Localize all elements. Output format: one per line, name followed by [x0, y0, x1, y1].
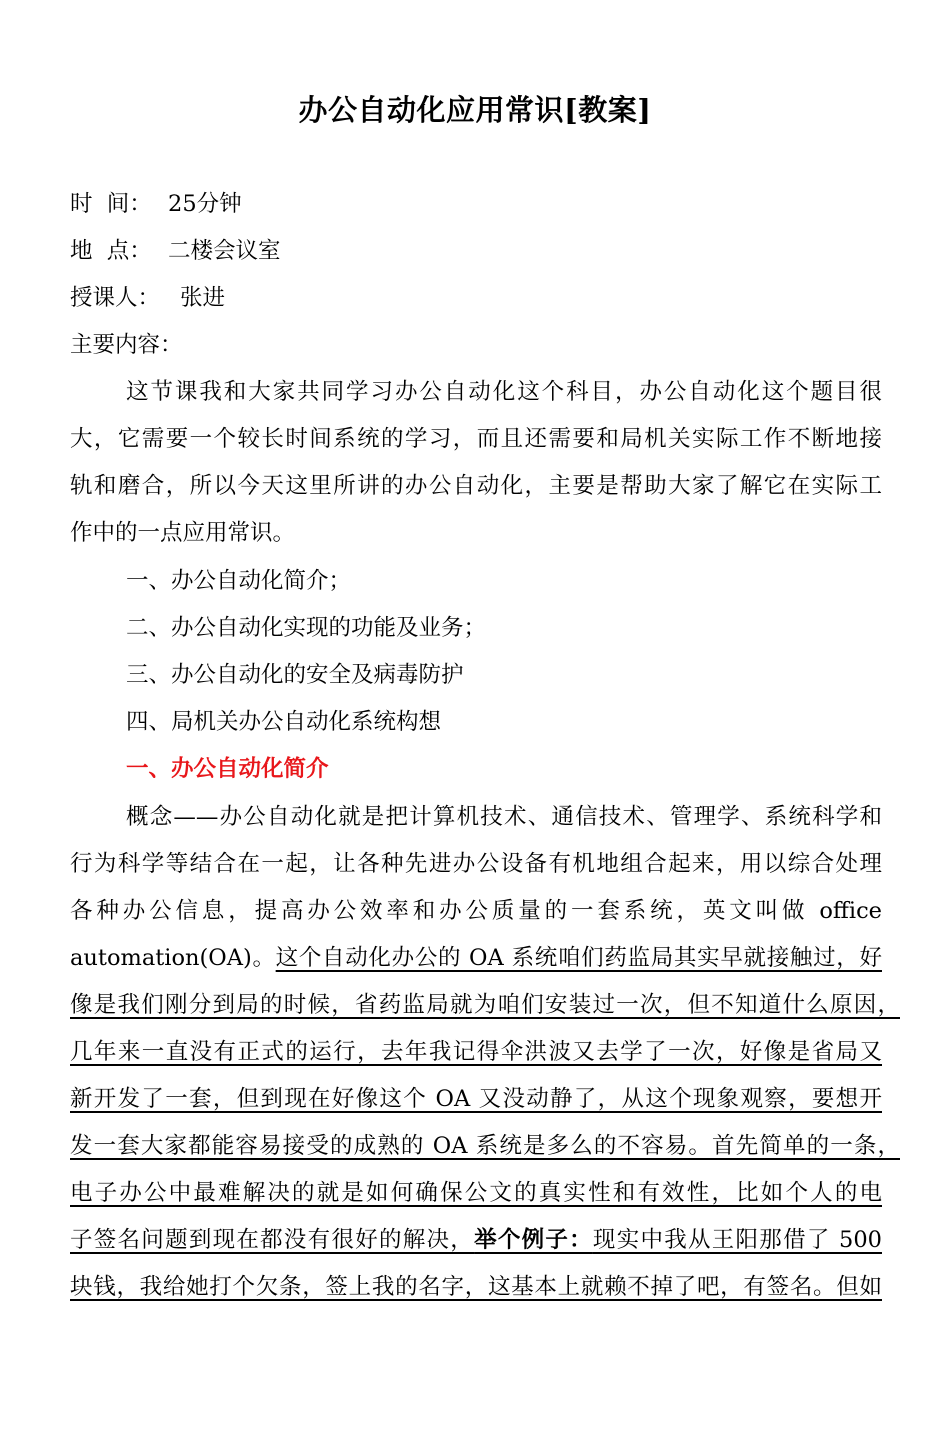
body-text: 子签名问题到现在都没有很好的解决， — [70, 1227, 475, 1253]
meta-time — [70, 186, 242, 222]
document-title: 办公自动化应用常识[教案] — [298, 93, 652, 127]
body-line: 行为科学等结合在一起，让各种先进办公设备有机地组合起来，用以综合处理 — [70, 851, 882, 877]
section-heading: 一、办公自动化简介 — [126, 756, 329, 782]
content-label: 主要内容： — [70, 332, 183, 358]
intro-line: 作中的一点应用常识。 — [70, 520, 296, 546]
outline-item: 四、局机关办公自动化系统构想 — [126, 709, 442, 735]
intro-line: 这节课我和大家共同学习办公自动化这个科目，办公自动化这个题目很 — [126, 379, 882, 405]
body-line-underlined — [70, 1222, 882, 1258]
body-line-underlined: 块钱，我给她打个欠条，签上我的名字，这基本上就赖不掉了吧，有签名。但如 — [70, 1274, 882, 1300]
body-text-bold: 举个例子： — [474, 1227, 593, 1253]
body-line-underlined: 新开发了一套，但到现在好像这个 OA 又没动静了，从这个现象观察，要想开 — [70, 1086, 882, 1112]
place-label: 地 点： — [70, 238, 152, 264]
teacher-value: 张进 — [180, 285, 226, 311]
body-line-underlined: 几年来一直没有正式的运行，去年我记得伞洪波又去学了一次，好像是省局又 — [70, 1039, 882, 1065]
body-line — [70, 940, 882, 976]
meta-teacher — [70, 280, 225, 316]
teacher-label: 授课人： — [70, 285, 161, 311]
body-line: 概念——办公自动化就是把计算机技术、通信技术、管理学、系统科学和 — [126, 804, 882, 830]
outline-item: 二、办公自动化实现的功能及业务； — [126, 615, 487, 641]
outline-item: 一、办公自动化简介； — [126, 568, 352, 594]
intro-line: 大，它需要一个较长时间系统的学习，而且还需要和局机关实际工作不断地接 — [70, 426, 882, 452]
place-value: 二楼会议室 — [168, 238, 281, 264]
body-text-underlined: 这个自动化办公的 OA 系统咱们药监局其实早就接触过，好 — [275, 945, 882, 971]
intro-line: 轨和磨合，所以今天这里所讲的办公自动化，主要是帮助大家了解它在实际工 — [70, 473, 882, 499]
body-line-underlined: 发一套大家都能容易接受的成熟的 OA 系统是多么的不容易。首先简单的一条， — [70, 1133, 900, 1159]
meta-place — [70, 233, 281, 269]
time-value: 25分钟 — [168, 191, 242, 217]
body-line: 各种办公信息，提高办公效率和办公质量的一套系统，英文叫做 office — [70, 898, 882, 924]
body-text-plain: automation(OA)。 — [70, 945, 276, 971]
time-label: 时 间： — [70, 191, 152, 217]
body-text: 现实中我从王阳那借了 500 — [592, 1227, 882, 1253]
body-line-underlined: 电子办公中最难解决的就是如何确保公文的真实性和有效性，比如个人的电 — [70, 1180, 882, 1206]
body-line-underlined: 像是我们刚分到局的时候，省药监局就为咱们安装过一次，但不知道什么原因， — [70, 992, 900, 1018]
outline-item: 三、办公自动化的安全及病毒防护 — [126, 662, 464, 688]
